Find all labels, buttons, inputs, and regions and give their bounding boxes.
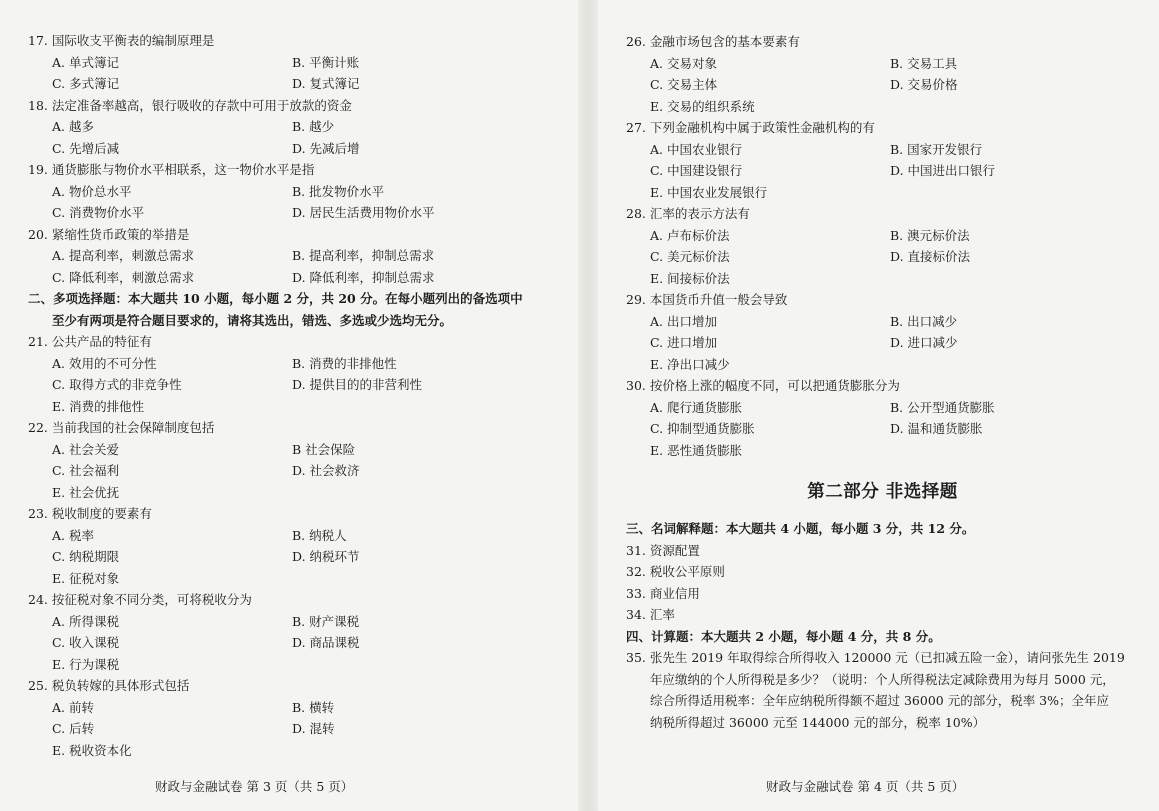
answer-option: D. 纳税环节: [292, 549, 360, 564]
question-block: [28, 503, 558, 589]
question-block: [28, 30, 558, 95]
answer-option: C. 后转: [52, 721, 95, 736]
page-footer: 财政与金融试卷 第 3 页（共 5 页）: [155, 779, 354, 794]
answer-option: D. 直接标价法: [890, 249, 971, 264]
answer-option: B. 提高利率，抑制总需求: [292, 248, 435, 263]
answer-option: A. 交易对象: [650, 55, 717, 71]
answer-option: E. 交易的组织系统: [650, 98, 755, 114]
answer-option: B 社会保险: [292, 441, 356, 457]
answer-option: A. 物价总水平: [52, 183, 132, 199]
answer-option: A. 所得课税: [52, 613, 119, 629]
answer-option: D. 温和通货膨胀: [890, 421, 983, 436]
question-block: [28, 417, 558, 503]
answer-option: E. 间接标价法: [650, 270, 730, 286]
answer-option: E. 行为课税: [52, 656, 120, 672]
page-gutter: [578, 0, 598, 811]
answer-option: C. 取得方式的非竞争性: [52, 377, 182, 392]
answer-option: C. 交易主体: [650, 77, 718, 92]
question-block: [626, 117, 1139, 203]
answer-option: D. 先减后增: [292, 140, 360, 156]
option-list: [28, 697, 558, 762]
question-block: [28, 159, 558, 224]
answer-option: B. 消费的非排他性: [292, 355, 397, 371]
answer-option: C. 抑制型通货膨胀: [650, 421, 755, 436]
answer-option: A. 越多: [52, 119, 94, 134]
option-list: [28, 181, 558, 224]
answer-option: B. 越少: [292, 119, 335, 134]
answer-option: D. 交易价格: [890, 77, 958, 92]
answer-option: A. 爬行通货膨胀: [650, 399, 742, 415]
option-list: [626, 139, 1139, 204]
question-stem: 25. 税负转嫁的具体形式包括: [28, 678, 190, 693]
answer-option: B. 公开型通货膨胀: [890, 399, 995, 415]
question-stem: 17. 国际收支平衡表的编制原理是: [28, 33, 215, 48]
answer-option: D. 提供目的的非营利性: [292, 377, 423, 392]
section-3-heading: 三、名词解释题：本大题共 4 小题，每小题 3 分，共 12 分。: [626, 521, 975, 536]
answer-option: A. 前转: [52, 699, 94, 715]
answer-option: B. 横转: [292, 699, 335, 715]
option-list: [28, 116, 558, 159]
question-stem: 26. 金融市场包含的基本要素有: [626, 34, 800, 49]
answer-option: A. 中国农业银行: [650, 141, 742, 157]
question-block: [626, 375, 1139, 461]
exam-page-3: [0, 0, 578, 811]
option-list: [28, 439, 558, 504]
question-stem: 29. 本国货币升值一般会导致: [626, 292, 788, 307]
answer-option: B. 批发物价水平: [292, 183, 385, 199]
answer-option: E. 净出口减少: [650, 356, 730, 372]
question-stem: 20. 紧缩性货币政策的举措是: [28, 226, 190, 242]
answer-option: B. 平衡计账: [292, 54, 360, 70]
question-stem: 22. 当前我国的社会保障制度包括: [28, 420, 215, 435]
answer-option: C. 收入课税: [52, 635, 120, 650]
question-stem: 23. 税收制度的要素有: [28, 506, 152, 521]
question-stem: 28. 汇率的表示方法有: [626, 206, 750, 221]
question-block: [28, 331, 558, 417]
answer-option: D. 复式簿记: [292, 76, 360, 91]
question-stem: 19. 通货膨胀与物价水平相联系，这一物价水平是指: [28, 162, 315, 177]
term-item: 34. 汇率: [626, 607, 675, 622]
answer-option: C. 降低利率，刺激总需求: [52, 269, 195, 285]
answer-option: B. 交易工具: [890, 55, 958, 71]
answer-option: A. 出口增加: [650, 313, 717, 329]
exam-page-4: [598, 0, 1159, 811]
question-group-17-20: [28, 30, 558, 288]
answer-option: A. 单式簿记: [52, 54, 119, 70]
option-list: [28, 353, 558, 418]
answer-option: E. 征税对象: [52, 570, 120, 586]
answer-option: A. 效用的不可分性: [52, 355, 157, 371]
answer-option: C. 中国建设银行: [650, 163, 743, 178]
question-stem: 24. 按征税对象不同分类，可将税收分为: [28, 592, 252, 607]
answer-option: B. 国家开发银行: [890, 141, 983, 157]
section-2-heading-line2: 至少有两项是符合题目要求的，请将其选出，错选、多选或少选均无分。: [52, 312, 453, 328]
option-list: [28, 525, 558, 590]
answer-option: E. 社会优抚: [52, 484, 120, 500]
question-block: [626, 203, 1139, 289]
calc-question-line: 纳税所得超过 36000 元至 144000 元的部分，税率 10%）: [650, 714, 986, 730]
term-list: [626, 540, 1139, 626]
part-two-title: 第二部分 非选择题: [807, 482, 958, 502]
option-list: [626, 397, 1139, 462]
answer-option: D. 商品课税: [292, 635, 360, 650]
calc-question-line: 年应缴纳的个人所得税是多少？（说明：个人所得税法定减除费用为每月 5000 元，: [650, 671, 1115, 687]
option-list: [28, 52, 558, 95]
question-group-21-25: [28, 331, 558, 761]
section-4-heading: 四、计算题：本大题共 2 小题，每小题 4 分，共 8 分。: [626, 628, 941, 644]
answer-option: C. 美元标价法: [650, 249, 730, 264]
answer-option: C. 多式簿记: [52, 76, 120, 91]
option-list: [626, 53, 1139, 118]
question-stem: 21. 公共产品的特征有: [28, 334, 152, 349]
calc-question-line: 35. 张先生 2019 年取得综合所得收入 120000 元（已扣减五险一金），请问张先生 2019: [626, 650, 1125, 665]
page-footer: 财政与金融试卷 第 4 页（共 5 页）: [766, 779, 965, 794]
answer-option: D. 社会救济: [292, 463, 360, 478]
question-block: [626, 31, 1139, 117]
question-stem: 27. 下列金融机构中属于政策性金融机构的有: [626, 120, 875, 135]
question-block: [626, 289, 1139, 375]
term-item: 32. 税收公平原则: [626, 564, 725, 579]
answer-option: C. 消费物价水平: [52, 205, 145, 220]
answer-option: A. 提高利率，刺激总需求: [52, 248, 194, 263]
answer-option: D. 居民生活费用物价水平: [292, 205, 435, 220]
answer-option: E. 恶性通货膨胀: [650, 442, 743, 458]
option-list: [626, 225, 1139, 290]
answer-option: D. 中国进出口银行: [890, 163, 996, 178]
question-block: [28, 95, 558, 160]
answer-option: B. 纳税人: [292, 527, 347, 543]
answer-option: C. 先增后减: [52, 140, 120, 156]
answer-option: E. 中国农业发展银行: [650, 184, 768, 200]
term-item: 33. 商业信用: [626, 585, 700, 601]
answer-option: E. 税收资本化: [52, 742, 132, 758]
answer-option: C. 社会福利: [52, 463, 120, 478]
question-stem: 30. 按价格上涨的幅度不同，可以把通货膨胀分为: [626, 378, 900, 393]
question-group-26-30: [626, 31, 1139, 461]
answer-option: D. 降低利率，抑制总需求: [292, 269, 435, 285]
option-list: [28, 245, 558, 288]
option-list: [626, 311, 1139, 376]
question-block: [28, 589, 558, 675]
answer-option: B. 财产课税: [292, 613, 360, 629]
option-list: [28, 611, 558, 676]
question-block: [28, 675, 558, 761]
answer-option: A. 税率: [52, 527, 94, 543]
answer-option: D. 进口减少: [890, 335, 958, 350]
section-2-heading-line1: 二、多项选择题：本大题共 10 小题，每小题 2 分，共 20 分。在每小题列出的备选项中: [28, 291, 523, 306]
question-block: [28, 224, 558, 289]
answer-option: A. 社会关爱: [52, 441, 119, 457]
answer-option: C. 纳税期限: [52, 549, 120, 564]
answer-option: D. 混转: [292, 721, 335, 736]
answer-option: B. 出口减少: [890, 313, 958, 329]
answer-option: B. 澳元标价法: [890, 227, 970, 243]
answer-option: A. 卢布标价法: [650, 227, 730, 243]
question-stem: 18. 法定准备率越高，银行吸收的存款中可用于放款的资金: [28, 97, 352, 113]
calc-question-line: 综合所得适用税率：全年应纳税所得额不超过 36000 元的部分，税率 3%；全年应: [650, 693, 1110, 708]
answer-option: C. 进口增加: [650, 335, 718, 350]
answer-option: E. 消费的排他性: [52, 398, 145, 414]
term-item: 31. 资源配置: [626, 542, 700, 558]
